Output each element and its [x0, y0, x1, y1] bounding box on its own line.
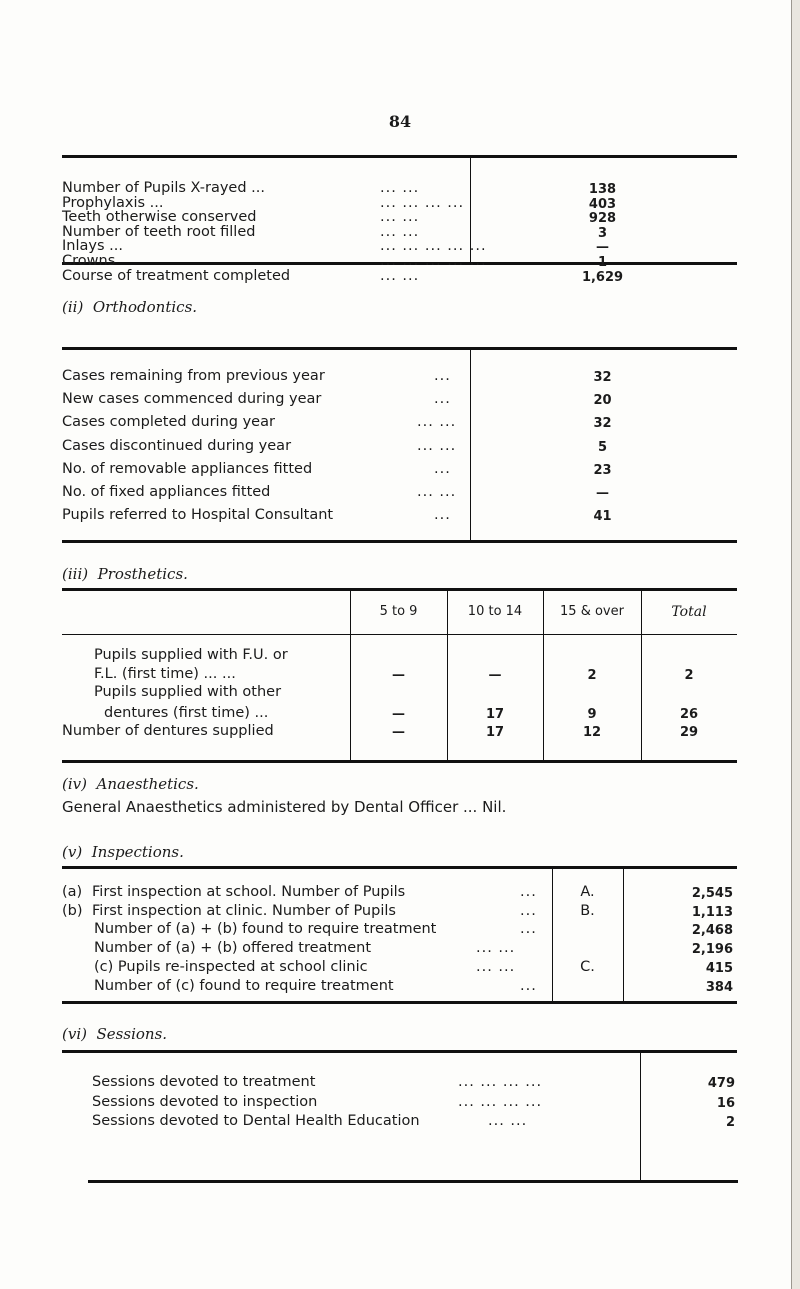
row-dots: ... ...: [417, 414, 457, 431]
row-value: 23: [593, 462, 612, 478]
row-label: Crowns: [62, 253, 116, 269]
row-label: First inspection at clinic. Number of Pupils: [92, 902, 396, 919]
row-value: 5: [597, 439, 608, 455]
row-code: A.: [580, 884, 595, 900]
row-value: 3: [597, 225, 608, 241]
row-dots: ... ...: [476, 958, 516, 975]
anaesthetics-heading: [62, 775, 199, 793]
row-label: Number of teeth root filled: [62, 223, 256, 240]
row-label-line1: Pupils supplied with F.U. or: [94, 647, 288, 663]
row-label: Number of Pupils X-rayed ...: [62, 180, 265, 196]
cell-value: —: [392, 725, 405, 740]
cell-value: 12: [582, 725, 602, 740]
cell-value: —: [392, 707, 405, 722]
row-value: 384: [705, 979, 733, 995]
row-dots: ... ... ... ...: [458, 1093, 543, 1110]
row-value: 2,545: [691, 886, 733, 901]
row-code: C.: [580, 958, 595, 975]
row-label-line2: Number of dentures supplied: [62, 723, 274, 739]
inspections-heading: [62, 843, 184, 861]
page-number: 84: [388, 112, 412, 131]
top-rule: [62, 1050, 737, 1053]
section-title: Inspections.: [91, 843, 184, 861]
row-label: Course of treatment completed: [62, 267, 291, 284]
row-value: 415: [705, 960, 733, 976]
sessions-heading: [62, 1025, 167, 1043]
row-dots: ... ...: [417, 437, 457, 454]
cell-value: 9: [587, 707, 597, 722]
row-value: 138: [588, 182, 617, 197]
row-code: B.: [580, 902, 595, 919]
row-label: First inspection at school. Number of Pupils: [92, 884, 406, 900]
header-rule: [62, 634, 737, 635]
row-dots: ...: [434, 368, 451, 384]
row-label-line2: F.L. (first time) ... ...: [94, 666, 236, 682]
row-dots: ... ...: [380, 223, 420, 240]
row-label: (c) Pupils re-inspected at school clinic: [94, 958, 368, 975]
row-label: Cases discontinued during year: [62, 437, 292, 454]
row-label-line2: dentures (first time) ...: [104, 705, 269, 721]
row-dots: ... ... ... ...: [380, 194, 465, 211]
section-title: Sessions.: [96, 1025, 168, 1043]
section-number: (ii): [62, 298, 84, 316]
row-label: Cases remaining from previous year: [62, 368, 325, 384]
row-value: 2,196: [691, 942, 733, 958]
row-label: Cases completed during year: [62, 414, 275, 431]
top-rule: [62, 347, 737, 350]
cell-value: 17: [485, 707, 505, 722]
row-label: Teeth otherwise conserved: [62, 209, 257, 226]
row-dots: ... ...: [417, 484, 457, 500]
row-value: 1,629: [581, 269, 624, 285]
bottom-rule: [62, 760, 737, 763]
prosthetics-heading: [62, 565, 188, 583]
row-dots: ... ...: [476, 940, 516, 957]
row-dots: ...: [434, 391, 451, 408]
top-rule: [62, 866, 737, 869]
row-value: 16: [716, 1095, 735, 1111]
bottom-rule: [62, 1001, 737, 1004]
row-dots: ... ... ... ...: [458, 1074, 543, 1090]
row-label: Number of (a) + (b) offered treatment: [94, 940, 372, 957]
cell-value: 26: [679, 707, 699, 722]
bottom-rule: [88, 1180, 738, 1183]
column-header: Total: [671, 604, 707, 620]
row-value: 32: [593, 370, 612, 385]
column-header: 5 to 9: [379, 604, 418, 619]
row-value: 2: [725, 1115, 735, 1130]
row-prefix: (a): [62, 884, 83, 900]
row-dots: ...: [520, 902, 537, 919]
anaesthetics-line: General Anaesthetics administered by Dental Officer ... Nil.: [62, 798, 507, 816]
row-label: Prophylaxis ...: [62, 194, 164, 211]
row-prefix: (b): [62, 902, 83, 919]
row-value: 41: [593, 509, 612, 525]
row-value: 479: [707, 1076, 735, 1091]
row-dots: ...: [520, 977, 537, 994]
row-dots: ... ... ... ... ...: [380, 253, 487, 269]
section-title: Prosthetics.: [97, 565, 188, 583]
cell-value: 2: [684, 668, 694, 683]
row-label: Sessions devoted to inspection: [92, 1093, 318, 1110]
section-number: (v): [62, 843, 83, 861]
row-dots: ...: [434, 460, 451, 477]
top-rule: [62, 588, 737, 591]
row-value: 928: [588, 211, 617, 227]
row-value: 1: [597, 255, 608, 270]
row-value: 32: [593, 416, 612, 432]
row-value: —: [596, 486, 609, 501]
section-number: (iv): [62, 775, 87, 793]
row-label: Number of (c) found to require treatment: [94, 977, 394, 994]
row-label: No. of removable appliances fitted: [62, 460, 313, 477]
page-edge: [791, 0, 800, 1289]
orthodontics-heading: [62, 298, 197, 316]
section-number: (iii): [62, 565, 89, 583]
row-label: Sessions devoted to Dental Health Education: [92, 1113, 420, 1129]
row-label: New cases commenced during year: [62, 391, 322, 408]
cell-value: 2: [587, 668, 597, 683]
row-dots: ...: [434, 507, 451, 524]
row-value: 20: [593, 393, 612, 409]
section-title: Orthodontics.: [92, 298, 198, 316]
row-dots: ...: [520, 884, 537, 900]
section-number: (vi): [62, 1025, 87, 1043]
row-label: Sessions devoted to treatment: [92, 1074, 316, 1090]
row-label: Number of (a) + (b) found to require treatment: [94, 921, 437, 938]
row-label: Pupils referred to Hospital Consultant: [62, 507, 334, 524]
row-label: Inlays ...: [62, 238, 123, 255]
row-dots: ...: [520, 921, 537, 938]
cell-value: 29: [679, 725, 699, 740]
row-label: No. of fixed appliances fitted: [62, 484, 271, 500]
row-dots: ... ...: [380, 267, 420, 284]
row-dots: ... ...: [488, 1113, 528, 1129]
column-header: 10 to 14: [467, 604, 523, 619]
row-value: 403: [588, 196, 617, 212]
row-value: 1,113: [691, 904, 733, 920]
row-value: —: [596, 240, 609, 256]
column-header: 15 & over: [560, 604, 624, 619]
section-title: Anaesthetics.: [96, 775, 199, 793]
bottom-rule: [62, 540, 737, 543]
row-label-line1: Pupils supplied with other: [94, 684, 282, 700]
row-dots: ... ... ... ... ...: [380, 238, 487, 255]
row-value: 2,468: [691, 923, 733, 939]
row-dots: ... ...: [380, 180, 420, 196]
row-dots: ... ...: [380, 209, 420, 226]
cell-value: —: [392, 668, 405, 683]
cell-value: 17: [485, 725, 505, 740]
cell-value: —: [488, 668, 502, 683]
top-rule: [62, 155, 737, 158]
